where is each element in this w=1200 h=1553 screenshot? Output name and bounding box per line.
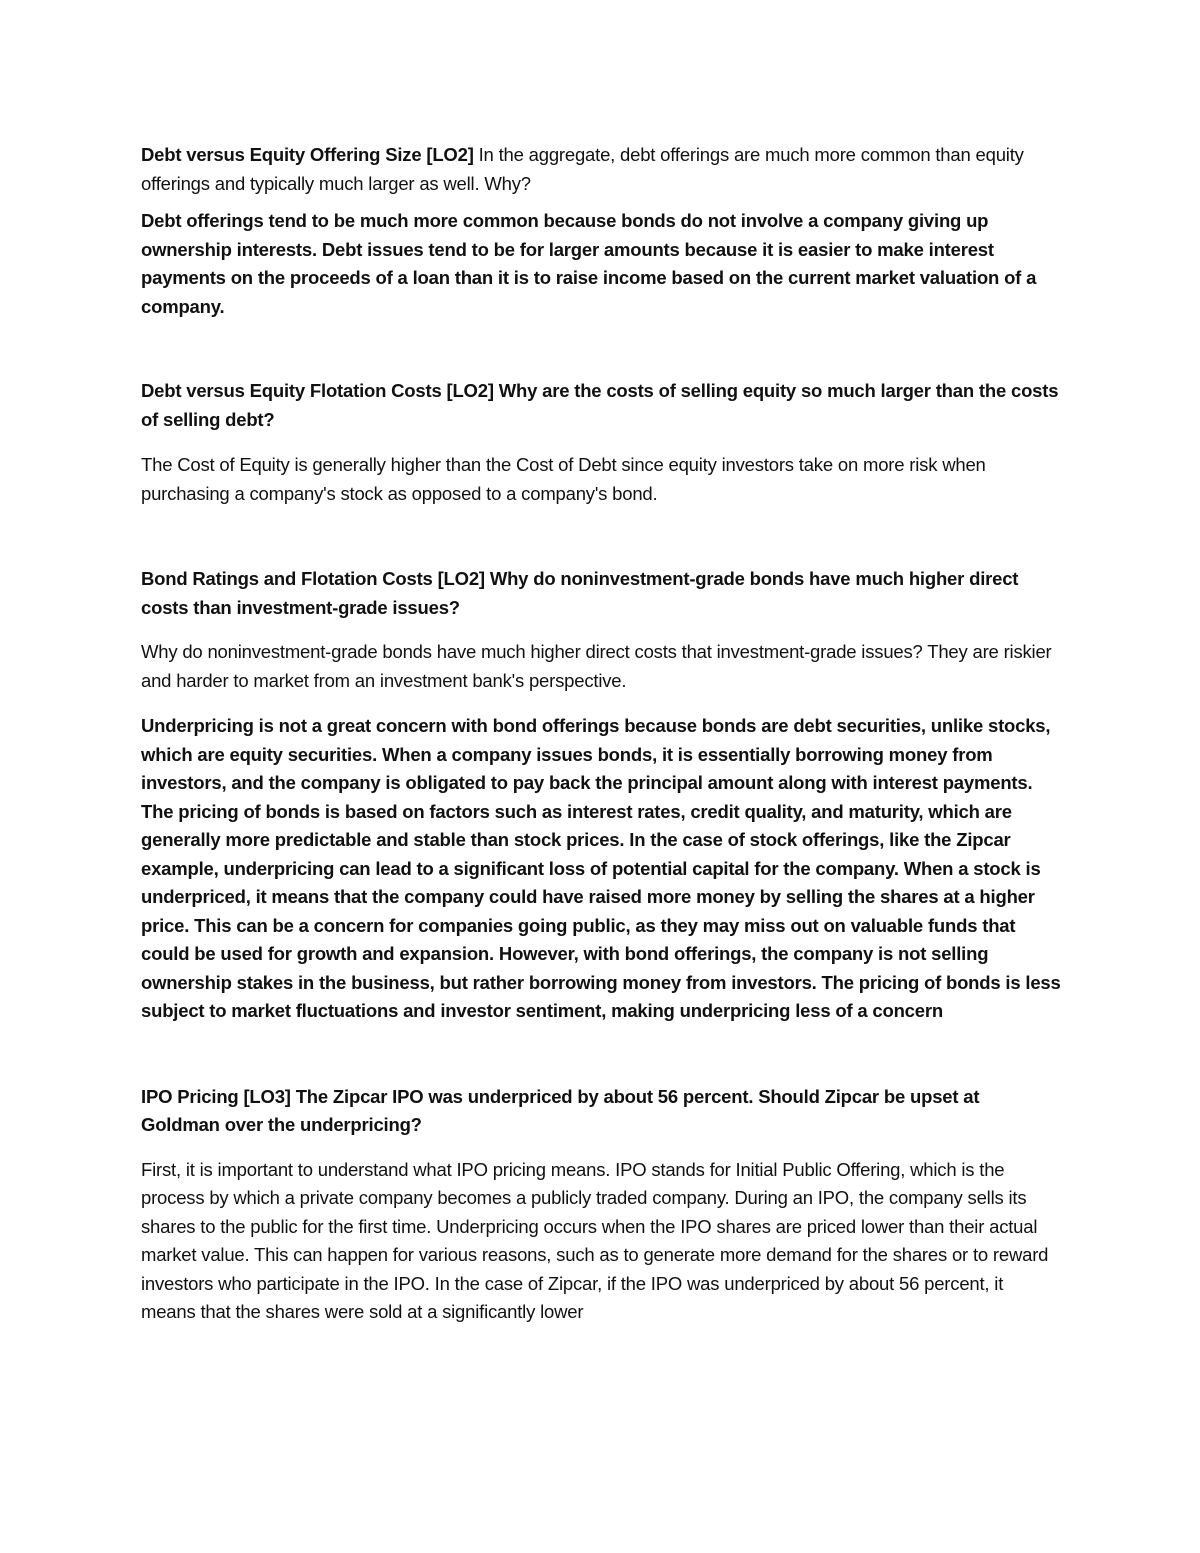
question-offering-size [141,141,1061,198]
answer-offering-size: Debt offerings tend to be much more common because bonds do not involve a company giving up ownership interests. Debt issues tend to be for larger amounts because it is easier to make interest payments on the proceeds of a loan than it is to raise income based on the current market valuation of a company. [141,210,1037,317]
question-flotation-costs: Debt versus Equity Flotation Costs [LO2] Why are the costs of selling equity so much larger than the costs of selling debt? [141,380,1059,430]
document-page [141,141,1061,1327]
question-title: Debt versus Equity Offering Size [LO2] [141,144,474,165]
answer-flotation-costs: The Cost of Equity is generally higher than the Cost of Debt since equity investors take on more risk when purchasing a company's stock as opposed to a company's bond. [141,454,986,504]
question-ipo-pricing: IPO Pricing [LO3] The Zipcar IPO was underpriced by about 56 percent. Should Zipcar be upset at Goldman over the underpricing? [141,1085,980,1135]
question-text: In the aggregate, debt offerings are much more common than equity offerings and typically much larger as well. Why? [141,144,1024,194]
answer-ipo-pricing: First, it is important to understand what IPO pricing means. IPO stands for Initial Public Offering, which is the process by which a private company becomes a publicly traded company. During an IPO, the company sells its shares to the public for the first time. Underpricing occurs when the IPO shares are priced lower than their actual market value. This can happen for various reasons, such as to generate more demand for the shares or to reward investors who participate in the IPO. In the case of Zipcar, if the IPO was underpriced by about 56 percent, it means that the shares were sold at a significantly lower [141,1158,1049,1322]
answer-underpricing-bonds: Underpricing is not a great concern with bond offerings because bonds are debt securities, unlike stocks, which are equity securities. When a company issues bonds, it is essentially borrowing money from investors, and the company is obligated to pay back the principal amount along with interest payments. The pricing of bonds is based on factors such as interest rates, credit quality, and maturity, which are generally more predictable and stable than stock prices. In the case of stock offerings, like the Zipcar example, underpricing can lead to a significant loss of potential capital for the company. When a stock is underpriced, it means that the company could have raised more money by selling the shares at a higher price. This can be a concern for companies going public, as they may miss out on valuable funds that could be used for growth and expansion. However, with bond offerings, the company is not selling ownership stakes in the business, but rather borrowing money from investors. The pricing of bonds is less subject to market fluctuations and investor sentiment, making underpricing less of a concern [141,715,1061,1021]
question-bond-ratings: Bond Ratings and Flotation Costs [LO2] Why do noninvestment-grade bonds have much higher direct costs than investment-grade issues? [141,568,1019,618]
answer-bond-ratings: Why do noninvestment-grade bonds have much higher direct costs that investment-grade issues? They are riskier and harder to market from an investment bank's perspective. [141,641,1052,691]
